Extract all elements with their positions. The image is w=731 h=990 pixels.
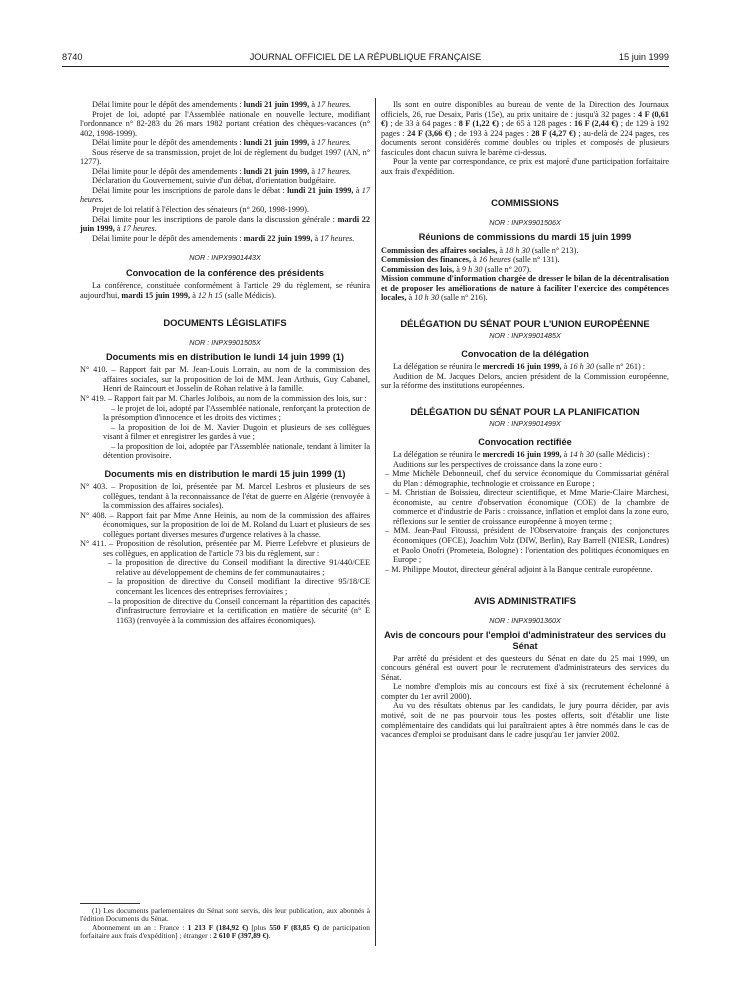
list-item: – la proposition de directive du Conseil concernant la répartition des capacités d'infrastructure ferroviaire et la certification en matière de sécurité (n° E 1163) (renvoyée à la commission des affaires économiques). (108, 596, 370, 625)
section-title: DOCUMENTS LÉGISLATIFS (163, 317, 287, 329)
sub-list (80, 558, 370, 625)
agenda-text: à (309, 138, 318, 148)
section-title: COMMISSIONS (491, 197, 559, 209)
agenda-text: Délai limite pour le dépôt des amendements : (92, 166, 244, 176)
commission-item (381, 255, 669, 265)
agenda-deadline: lundi 21 juin 1999, (243, 166, 310, 176)
list-item: – le projet de loi, adopté par l'Assemblée nationale, renforçant la protection de la présomption d'innocence et les droits des victimes ; (103, 403, 370, 423)
left-column (80, 100, 370, 625)
nor-reference: NOR : INPX9901485X (489, 331, 561, 341)
auditions-list (381, 469, 669, 574)
list-item: – MM. Jean-Paul Fitoussi, président de l'Observatoire français des conjonctures économiques (OFCE), Joachim Volz (DIW, Berlin), Ray Barrell (NIESR, Londres) et Paolo Onofri (Prometeia, Bologne) : l'orientation des politiques économiques en Europe ; (385, 526, 669, 565)
sub-list (80, 404, 370, 461)
commission-text: à (471, 255, 479, 265)
commission-text: à (454, 264, 462, 274)
list-item: – M. Christian de Boissieu, directeur scientifique, et Mme Marie-Claire Marchesi, économiste, au centre d'observation économique (COE) de la chambre de commerce et d'industrie de Paris : croissance, inflation et emploi dans la zone euro, réflexions sur le sentier de croissance européenne à moyen terme ; (385, 488, 669, 526)
section-subtitle: Convocation rectifiée (478, 436, 572, 447)
page-header (62, 52, 669, 67)
agenda-item (80, 234, 370, 244)
list-item: – la proposition de directive du Conseil modifiant la directive 95/18/CE concernant les licences des entreprises ferroviaires ; (108, 577, 370, 597)
agenda-item (80, 167, 370, 177)
section-title: AVIS ADMINISTRATIFS (474, 595, 576, 607)
paragraph: La délégation se réunira le mercredi 16 juin 1999, à 14 h 30 (salle Médicis) : (393, 450, 650, 460)
paragraph: Le nombre d'emplois mis au concours est fixé à six (recrutement échelonné à compter du 1er avril 2000). (381, 682, 669, 701)
paragraph: La délégation se réunira le mercredi 16 juin 1999, à 16 h 30 (salle n° 261) : (393, 362, 646, 372)
footnote-text: (1) Les documents parlementaires du Sénat sont servis, dès leur publication, aux abonnés à l'édition Documents du Sénat. (80, 906, 370, 924)
nor-reference: NOR : INPX9901360X (489, 615, 561, 625)
list-item: – M. Philippe Moutot, directeur général adjoint à la Banque centrale européenne. (385, 564, 653, 574)
commission-item (381, 265, 669, 275)
commission-name: Commission des affaires sociales, (381, 245, 498, 255)
agenda-list (80, 100, 370, 243)
document-item: N° 419. – Rapport fait par M. Charles Jolibois, au nom de la commission des lois, sur : (80, 393, 367, 403)
commission-room: (salle n° 131). (510, 255, 560, 265)
commission-text: à (497, 245, 506, 255)
agenda-item (80, 110, 370, 139)
section-subtitle: Documents mis en distribution le mardi 15 juin 1999 (1) (104, 468, 346, 479)
footnote (80, 903, 370, 941)
commission-name: Commission des finances, (381, 255, 472, 265)
agenda-time: 17 heures. (320, 233, 355, 243)
column-divider (375, 98, 376, 946)
right-column (381, 100, 669, 740)
agenda-deadline: lundi 21 juin 1999, (243, 100, 310, 109)
journal-title: JOURNAL OFFICIEL DE LA RÉPUBLIQUE FRANÇAISE (249, 52, 482, 62)
agenda-deadline: mardi 22 juin 1999, (243, 233, 313, 243)
commission-list (381, 246, 669, 275)
list-item: – la proposition de directive du Conseil modifiant la directive 91/440/CEE relative au développement de chemins de fer communautaires ; (108, 558, 370, 577)
agenda-item (80, 138, 370, 148)
nor-reference: NOR : INPX9901505X (189, 337, 261, 347)
document-item: N° 403. – Proposition de loi, présentée par M. Marcel Lesbros et plusieurs de ses collègues, tendant à la reconnaissance de l'état de guerre en Algérie (renvoyée à la commission des affaires sociales). (80, 482, 370, 511)
agenda-item (80, 186, 370, 205)
commission-item (381, 246, 669, 256)
agenda-item (80, 215, 370, 234)
list-item: – la proposition de loi, adoptée par l'Assemblée nationale, tendant à limiter la détention provisoire. (103, 441, 370, 461)
agenda-text: Projet de loi relatif à l'élection des sénateurs (n° 260, 1998-1999). (92, 205, 309, 215)
document-item: N° 411. – Proposition de résolution, présentée par M. Pierre Lefebvre et plusieurs de ses collègues, en application de l'article 73 bis du règlement, sur : (80, 539, 370, 558)
footnote-text: Abonnement un an : France : 1 213 F (184,92 €) [plus 550 F (83,85 €) de participation forfaitaire aux frais d'expédition] ; étranger : 2 610 F (397,89 €). (80, 922, 371, 941)
nor-reference: NOR : INPX9901499X (489, 419, 561, 429)
agenda-time: 17 heures. (317, 166, 352, 176)
agenda-text: Délai limite pour les inscriptions de parole dans la discussion générale : (92, 214, 338, 224)
agenda-text: à (114, 224, 123, 234)
paragraph: Auditions sur les perspectives de croissance dans la zone euro : (393, 459, 602, 469)
commission-time: 16 heures (478, 255, 511, 265)
paragraph: Ils sont en outre disponibles au bureau de vente de la Direction des Journaux officiels, 26, rue Desaix, Paris (15e), au prix unitaire de : jusqu'à 32 pages : 4 F (0,61 €) ; de 33 à 64 pages : 8 F (1,22 €) ; de 65 à 128 pages : 16 F (2,44 €) ; de 129 à 192 pages : 24 F (3,66 €) ; de 193 à 224 pages : 28 F (4,27 €) ; au-delà de 224 pages, ces documents seront considérés comme doubles ou triples et composés de plusieurs fascicules dont chacun suivra le barème ci-dessus. (381, 100, 670, 157)
section-title: DÉLÉGATION DU SÉNAT POUR L'UNION EUROPÉENNE (400, 317, 650, 329)
list-item: – la proposition de loi de M. Xavier Dugoin et plusieurs de ses collègues visant à filmer et enregistrer les gardes à vue ; (103, 422, 370, 442)
agenda-time: 17 heures. (317, 138, 352, 148)
section-subtitle: Avis de concours pour l'emploi d'administrateur des services du Sénat (384, 630, 666, 651)
agenda-text: Projet de loi, adopté par l'Assemblée nationale en nouvelle lecture, modifiant l'ordonnance n° 82-283 du 26 mars 1982 portant création des chèques-vacances (n° 402, 1998-1999). (80, 109, 370, 138)
commission-room: (salle n° 207). (482, 264, 532, 274)
agenda-time: 17 heures. (317, 100, 352, 109)
nor-reference: NOR : INPX9901506X (489, 217, 561, 227)
section-subtitle: Convocation de la conférence des présidents (125, 267, 325, 278)
agenda-text: Sous réserve de sa transmission, projet de loi de règlement du budget 1997 (AN, n° 1277). (80, 147, 370, 167)
agenda-text: à (353, 185, 362, 195)
agenda-deadline: lundi 21 juin 1999, (287, 185, 354, 195)
agenda-text: Déclaration du Gouvernement, suivie d'un débat, d'orientation budgétaire. (92, 176, 336, 186)
agenda-text: à (309, 166, 318, 176)
paragraph: Pour la vente par correspondance, ce prix est majoré d'une participation forfaitaire aux frais d'expédition. (381, 157, 669, 176)
agenda-deadline: lundi 21 juin 1999, (243, 138, 310, 148)
agenda-text: Délai limite pour le dépôt des amendements : (92, 138, 244, 148)
agenda-item (80, 176, 370, 186)
section-title: DÉLÉGATION DU SÉNAT POUR LA PLANIFICATION (410, 405, 640, 417)
list-item: – Mme Michèle Debonneuil, chef du service économique du Commissariat général du Plan : démographie, technologie et croissance en Europe ; (385, 469, 669, 488)
agenda-item (80, 100, 370, 110)
commission-room: (salle n° 213). (529, 245, 579, 255)
footnote-rule (80, 903, 140, 904)
issue-date: 15 juin 1999 (618, 52, 669, 62)
commission-time: 9 h 30 (461, 264, 483, 274)
page-number: 8740 (62, 52, 83, 62)
paragraph: La conférence, constituée conformément à l'article 29 du règlement, se réunira aujourd'hui, mardi 15 juin 1999, à 12 h 15 (salle Médicis). (80, 280, 370, 300)
agenda-time: 17 heures. (122, 224, 157, 234)
agenda-text: Délai limite pour le dépôt des amendements : (92, 100, 244, 109)
section-subtitle: Documents mis en distribution le lundi 14 juin 1999 (1) (106, 352, 344, 363)
section-subtitle: Convocation de la délégation (461, 349, 589, 359)
agenda-text: à (309, 100, 318, 109)
agenda-item (80, 148, 370, 167)
agenda-text: Délai limite pour le dépôt des amendements : (92, 233, 244, 243)
agenda-deadline: mardi 22 juin 1999, (80, 214, 370, 234)
paragraph: Au vu des résultats obtenus par les candidats, le jury pourra décider, par avis motivé, soit de ne pas pourvoir tous les postes offerts, soit d'établir une liste complémentaire des candidats qui lui paraîtraient aptes à être nommés dans le cas de vacances d'emploi se produisant dans le cadre jusqu'au 1er janvier 2002. (381, 701, 669, 740)
commission-time: 18 h 30 (505, 245, 530, 255)
agenda-time: 17 heures. (80, 185, 370, 205)
document-item: N° 408. – Rapport fait par Mme Anne Heinis, au nom de la commission des affaires économiques, sur la proposition de loi de M. Roland du Luart et plusieurs de ses collègues portant diverses mesures d'urgence relatives à la chasse. (80, 510, 370, 539)
agenda-text: à (312, 233, 321, 243)
paragraph: Mission commune d'information chargée de dresser le bilan de la décentralisation et de proposer les améliorations de nature à faciliter l'exercice des compétences locales, à 10 h 30 (salle n° 216). (381, 274, 669, 303)
nor-reference: NOR : INPX9901443X (189, 253, 261, 263)
document-item: N° 410. – Rapport fait par M. Jean-Louis Lorrain, au nom de la commission des affaires sociales, sur la proposition de loi de MM. Jean Arthuis, Guy Cabanel, Henri de Raincourt et Josselin de Rohan relative à la famille. (80, 365, 370, 394)
agenda-text: Délai limite pour les inscriptions de parole dans le débat : (92, 185, 288, 195)
agenda-item (80, 205, 370, 215)
commission-name: Commission des lois, (381, 264, 455, 274)
paragraph: Par arrêté du président et des questeurs du Sénat en date du 25 mai 1999, un concours général est ouvert pour le recrutement d'administrateurs des services du Sénat. (381, 653, 669, 682)
section-subtitle: Réunions de commissions du mardi 15 juin 1999 (418, 232, 632, 243)
paragraph: Audition de M. Jacques Delors, ancien président de la Commission européenne, sur la réforme des institutions européennes. (381, 371, 669, 391)
